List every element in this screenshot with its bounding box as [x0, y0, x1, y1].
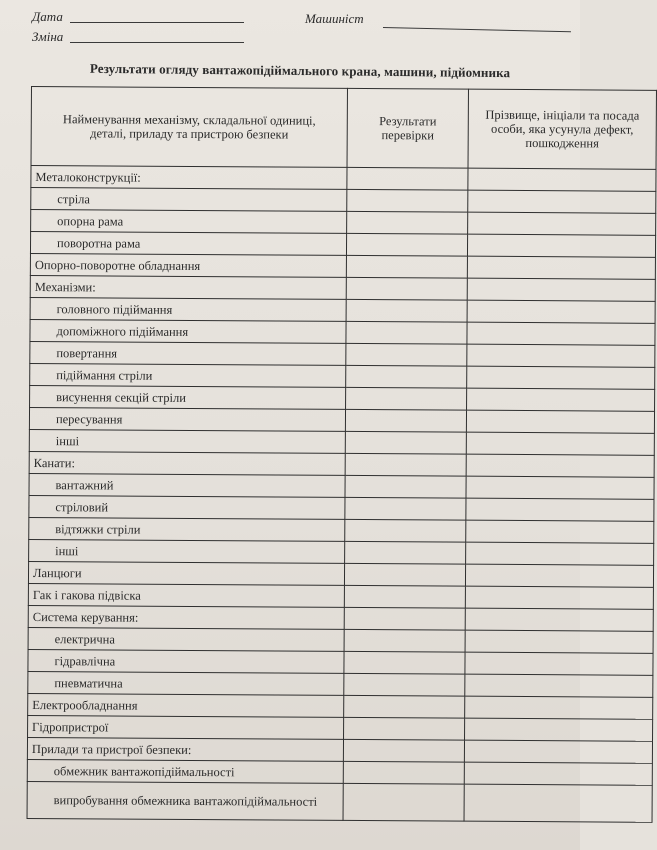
responsible-person-cell[interactable] [465, 564, 653, 587]
table-header-row [31, 87, 656, 170]
result-cell[interactable] [345, 541, 466, 564]
row-item-name: пневматична [28, 671, 344, 695]
row-item-name: Канати: [29, 451, 345, 475]
result-cell[interactable] [344, 717, 465, 740]
row-item-name: поворотна рама [30, 232, 346, 256]
shift-label: Зміна [32, 29, 64, 44]
responsible-person-cell[interactable] [467, 300, 655, 323]
row-item-name: підіймання стріли [30, 363, 346, 387]
operator-field-line[interactable] [383, 27, 571, 32]
responsible-person-cell[interactable] [465, 696, 653, 719]
date-field-line[interactable] [70, 22, 244, 23]
result-cell[interactable] [343, 761, 464, 784]
responsible-person-cell[interactable] [467, 344, 655, 367]
result-cell[interactable] [344, 607, 465, 630]
result-cell[interactable] [346, 321, 467, 344]
row-item-name: обмежник вантажопідіймальності [27, 759, 343, 783]
table-body [27, 166, 656, 823]
result-cell[interactable] [346, 343, 467, 366]
row-item-name: Гідропристрої [28, 715, 344, 739]
result-cell[interactable] [346, 387, 467, 410]
responsible-person-cell[interactable] [466, 432, 654, 455]
result-cell[interactable] [346, 365, 467, 388]
responsible-person-cell[interactable] [466, 498, 654, 521]
row-item-name: висунення секцій стріли [30, 385, 346, 409]
responsible-person-cell[interactable] [464, 784, 652, 822]
column-header-responsible-text: Прізвище, ініціали та посада особи, яка усунула дефект, пошкодження [485, 107, 640, 151]
row-item-name: повертання [30, 341, 346, 365]
result-cell[interactable] [347, 211, 468, 234]
row-item-name: інші [29, 539, 345, 563]
row-item-name: головного підіймання [30, 297, 346, 321]
responsible-person-cell[interactable] [465, 718, 653, 741]
result-cell[interactable] [343, 739, 464, 762]
result-cell[interactable] [346, 255, 467, 278]
column-header-responsible [468, 89, 656, 169]
row-item-name: Електрообладнання [28, 693, 344, 717]
date-label: Дата [32, 9, 63, 24]
responsible-person-cell[interactable] [466, 410, 654, 433]
result-cell[interactable] [346, 277, 467, 300]
responsible-person-cell[interactable] [467, 388, 655, 411]
responsible-person-cell[interactable] [466, 476, 654, 499]
row-item-name: відтяжки стріли [29, 517, 345, 541]
row-item-name: Ланцюги [28, 561, 344, 585]
column-header-result [347, 88, 468, 168]
row-item-name: допоміжного підіймання [30, 319, 346, 343]
result-cell[interactable] [347, 189, 468, 212]
result-cell[interactable] [344, 563, 465, 586]
result-cell[interactable] [344, 651, 465, 674]
result-cell[interactable] [345, 497, 466, 520]
row-item-name: випробування обмежника вантажопідіймальності [27, 781, 343, 820]
row-item-name: Гак і гакова підвіска [28, 583, 344, 607]
result-cell[interactable] [344, 695, 465, 718]
operator-label: Машиніст [305, 11, 364, 26]
result-cell[interactable] [346, 233, 467, 256]
row-item-name: пересування [29, 407, 345, 431]
responsible-person-cell[interactable] [466, 520, 654, 543]
column-header-name-text: Найменування механізму, складальної одиниці, деталі, приладу та пристрою безпеки [62, 112, 316, 142]
column-header-result-text: Результати перевірки [379, 114, 437, 143]
responsible-person-cell[interactable] [466, 454, 654, 477]
responsible-person-cell[interactable] [466, 542, 654, 565]
result-cell[interactable] [345, 475, 466, 498]
result-cell[interactable] [345, 453, 466, 476]
row-item-name: Прилади та пристрої безпеки: [27, 737, 343, 761]
row-item-name: Механізми: [30, 275, 346, 299]
responsible-person-cell[interactable] [465, 608, 653, 631]
row-item-name: опорна рама [31, 210, 347, 234]
result-cell[interactable] [344, 585, 465, 608]
responsible-person-cell[interactable] [465, 652, 653, 675]
result-cell[interactable] [345, 519, 466, 542]
result-cell[interactable] [346, 299, 467, 322]
responsible-person-cell[interactable] [468, 190, 656, 213]
responsible-person-cell[interactable] [468, 212, 656, 235]
result-cell[interactable] [345, 431, 466, 454]
form-title: Результати огляду вантажопідіймального крана, машини, підйомника [89, 60, 511, 81]
row-item-name: Система керування: [28, 605, 344, 629]
responsible-person-cell[interactable] [464, 740, 652, 763]
responsible-person-cell[interactable] [467, 256, 655, 279]
column-header-name [31, 87, 347, 168]
responsible-person-cell[interactable] [467, 278, 655, 301]
responsible-person-cell[interactable] [465, 630, 653, 653]
responsible-person-cell[interactable] [464, 762, 652, 785]
row-item-name: Металоконструкції: [31, 166, 347, 190]
row-item-name: електрична [28, 627, 344, 651]
inspection-table [27, 86, 640, 822]
row-item-name: стріловий [29, 495, 345, 519]
result-cell[interactable] [344, 673, 465, 696]
responsible-person-cell[interactable] [465, 674, 653, 697]
result-cell[interactable] [345, 409, 466, 432]
row-item-name: інші [29, 429, 345, 453]
table-row [27, 781, 652, 822]
responsible-person-cell[interactable] [465, 586, 653, 609]
result-cell[interactable] [344, 629, 465, 652]
responsible-person-cell[interactable] [467, 322, 655, 345]
shift-field-line[interactable] [70, 42, 244, 43]
row-item-name: вантажний [29, 473, 345, 497]
responsible-person-cell[interactable] [468, 168, 656, 191]
row-item-name: гідравлічна [28, 649, 344, 673]
result-cell[interactable] [343, 783, 464, 821]
result-cell[interactable] [347, 167, 468, 190]
row-item-name: стріла [31, 188, 347, 212]
row-item-name: Опорно-поворотне обладнання [30, 253, 346, 277]
responsible-person-cell[interactable] [467, 366, 655, 389]
responsible-person-cell[interactable] [467, 234, 655, 257]
